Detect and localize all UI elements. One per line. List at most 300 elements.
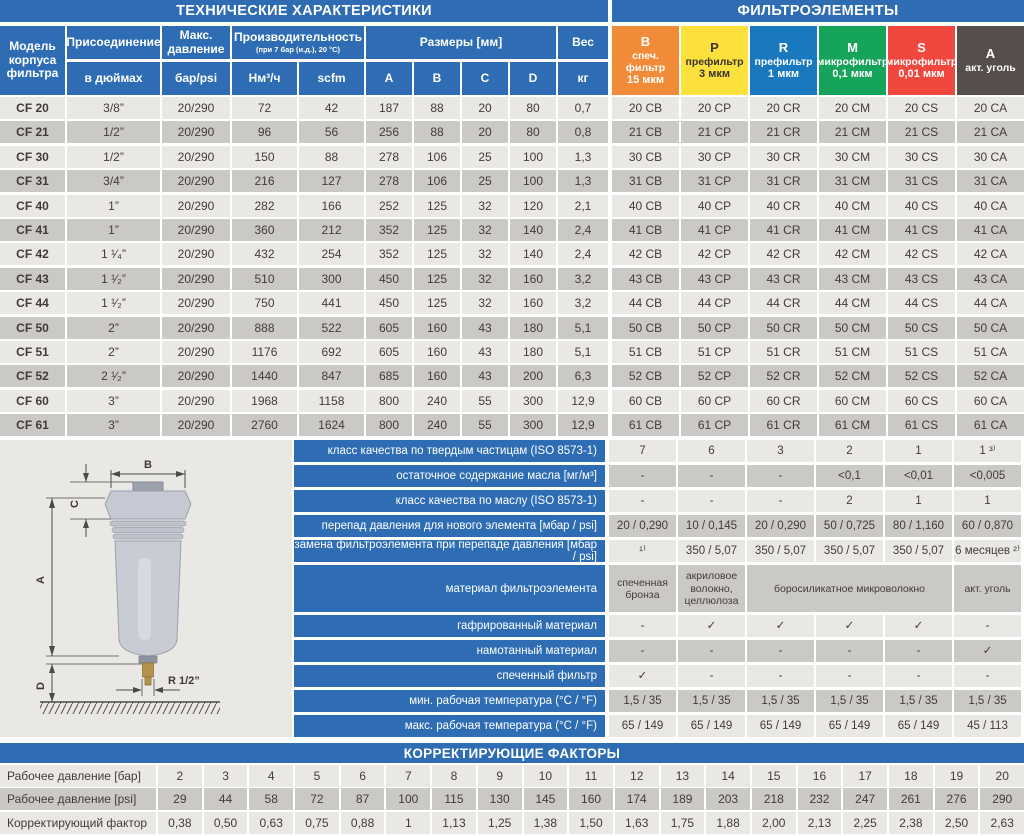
cell-element-r: 50 CR [750,317,817,339]
correction-label-psi: Рабочее давление [psi] [0,788,156,810]
cell-dim-b: 88 [414,121,460,143]
section-title-technical: ТЕХНИЧЕСКИЕ ХАРАКТЕРИСТИКИ [0,0,608,22]
cell-scfm: 1158 [299,390,364,412]
spec-row [294,465,1024,487]
spec-row-label: материал фильтроэлемента [294,565,605,612]
cell-model: CF 60 [0,390,65,412]
cell-dim-b: 88 [414,97,460,119]
top-port [133,482,163,491]
correction-value: 19 [935,765,979,787]
cell-element-r: 44 CR [750,292,817,314]
cell-scfm: 254 [299,243,364,265]
correction-value: 1,88 [706,812,750,834]
col-filter-b [612,26,679,95]
correction-values-factor [158,812,1024,834]
correction-value: 7 [386,765,430,787]
cell-element-a: 20 CA [957,97,1024,119]
table-row [0,390,1024,412]
cell-element-m: 20 CM [819,97,886,119]
spec-value-r: - [747,640,814,662]
cell-element-b: 30 CB [612,146,679,168]
cell-element-m: 61 CM [819,414,886,436]
model-table-body [0,97,1024,436]
title-bands [0,0,1024,22]
cell-pressure: 20/290 [162,170,230,192]
cell-dim-a: 800 [366,414,412,436]
filter-p-micron: 3 мкм [699,67,730,80]
spec-value-a: 1 [954,490,1021,512]
spec-row-label: гафрированный материал [294,615,605,637]
cell-element-s: 51 CS [888,341,955,363]
spec-value-r: - [747,490,814,512]
cell-element-a: 60 CA [957,390,1024,412]
cell-element-s: 20 CS [888,97,955,119]
cell-connection: 3” [67,414,160,436]
correction-value: 1,75 [661,812,705,834]
dim-label-a: A [35,576,47,585]
col-weight: Вес [558,26,608,59]
cell-dim-c: 32 [462,195,508,217]
cell-dim-c: 20 [462,97,508,119]
cell-nm3h: 2760 [232,414,297,436]
cell-element-s: 44 CS [888,292,955,314]
cell-weight: 0,8 [558,121,608,143]
col-weight-unit: кг [558,62,608,95]
spec-value-a: ✓ [954,640,1021,662]
cell-element-r: 51 CR [750,341,817,363]
cell-scfm: 212 [299,219,364,241]
cell-element-p: 50 CP [681,317,748,339]
correction-value: 130 [478,788,522,810]
correction-value: 218 [752,788,796,810]
spec-row-label: класс качества по маслу (ISO 8573-1) [294,490,605,512]
cell-dim-d: 100 [510,146,556,168]
cell-dim-d: 80 [510,97,556,119]
cell-weight: 2,4 [558,243,608,265]
correction-value: 5 [295,765,339,787]
spec-row-label: перепад давления для нового элемента [мбар / psi] [294,515,605,537]
cell-model: CF 43 [0,268,65,290]
spec-value-m: ✓ [816,615,883,637]
spec-value-r: 3 [747,440,814,462]
col-dimensions: Размеры [мм] [366,26,556,59]
correction-value: 29 [158,788,202,810]
spec-value-b: 7 [609,440,676,462]
correction-value: 160 [569,788,613,810]
correction-values-bar [158,765,1024,787]
spec-row-label: макс. рабочая температура (°C / °F) [294,715,605,737]
spec-row [294,665,1024,687]
spec-value-p: 65 / 149 [678,715,745,737]
cell-pressure: 20/290 [162,365,230,387]
cell-connection: 2” [67,341,160,363]
cell-weight: 0,7 [558,97,608,119]
col-weight-group [558,26,608,95]
spec-row [294,640,1024,662]
cell-element-p: 61 CP [681,414,748,436]
col-dim-c: C [462,62,508,95]
cell-scfm: 847 [299,365,364,387]
cell-element-p: 52 CP [681,365,748,387]
cell-pressure: 20/290 [162,390,230,412]
correction-value: 20 [980,765,1024,787]
cell-element-p: 31 CP [681,170,748,192]
cell-scfm: 441 [299,292,364,314]
spec-row [294,540,1024,562]
col-connection-group [67,26,160,95]
cell-dim-a: 605 [366,341,412,363]
correction-value: 1 [386,812,430,834]
cell-dim-c: 43 [462,317,508,339]
cell-element-p: 43 CP [681,268,748,290]
cell-pressure: 20/290 [162,219,230,241]
cell-element-r: 21 CR [750,121,817,143]
correction-value: 17 [843,765,887,787]
correction-value: 145 [524,788,568,810]
cell-pressure: 20/290 [162,195,230,217]
cell-dim-b: 106 [414,146,460,168]
cell-nm3h: 888 [232,317,297,339]
cell-dim-a: 685 [366,365,412,387]
correction-value: 203 [706,788,750,810]
filter-b-type: спеч. фильтр [625,49,666,74]
material-value-b: спеченная бронза [609,565,676,612]
correction-value: 1,63 [615,812,659,834]
correction-value: 14 [706,765,750,787]
correction-value: 2,63 [980,812,1024,834]
cell-model: CF 40 [0,195,65,217]
spec-value-p: - [678,490,745,512]
cell-element-m: 41 CM [819,219,886,241]
cell-element-a: 43 CA [957,268,1024,290]
drain-valve [143,663,154,677]
correction-value: 174 [615,788,659,810]
table-row [0,268,1024,290]
correction-value: 11 [569,765,613,787]
correction-value: 8 [432,765,476,787]
correction-row-bar [0,765,1024,787]
cell-model: CF 41 [0,219,65,241]
col-capacity [232,26,364,59]
cell-element-a: 21 CA [957,121,1024,143]
correction-value: 261 [889,788,933,810]
spec-value-m: <0,1 [816,465,883,487]
cell-connection: 3” [67,390,160,412]
cell-pressure: 20/290 [162,268,230,290]
spec-row [294,690,1024,712]
filter-a-code: A [985,46,996,61]
spec-value-a: - [954,615,1021,637]
col-filter-r [750,26,817,95]
table-row [0,97,1024,119]
spec-value-r: 20 / 0,290 [747,515,814,537]
spec-value-a: - [954,665,1021,687]
spec-value-s: - [885,665,952,687]
cell-connection: 3/4” [67,170,160,192]
cell-element-b: 51 CB [612,341,679,363]
spec-value-b: - [609,615,676,637]
cell-dim-d: 140 [510,219,556,241]
cell-connection: 1 ¹⁄₂” [67,268,160,290]
cell-nm3h: 282 [232,195,297,217]
cell-element-b: 50 CB [612,317,679,339]
spec-row-material [294,565,1024,612]
spec-value-m: - [816,665,883,687]
correction-row-psi [0,788,1024,810]
drain-ring [139,656,157,663]
correction-row-factor [0,812,1024,834]
cell-dim-a: 278 [366,146,412,168]
cell-element-r: 52 CR [750,365,817,387]
spec-value-a: 6 месяцев ²⁾ [954,540,1021,562]
spec-value-a: <0,005 [954,465,1021,487]
cell-element-a: 50 CA [957,317,1024,339]
spec-value-p: 1,5 / 35 [678,690,745,712]
cell-element-b: 60 CB [612,390,679,412]
correction-value: 18 [889,765,933,787]
cell-element-m: 42 CM [819,243,886,265]
correction-value: 2,25 [843,812,887,834]
cell-element-b: 21 CB [612,121,679,143]
correction-value: 15 [752,765,796,787]
col-filter-s [885,26,958,95]
correction-value: 100 [386,788,430,810]
correction-value: 12 [615,765,659,787]
cell-scfm: 56 [299,121,364,143]
col-pressure: Макс. давление [162,26,230,59]
cell-connection: 3/8” [67,97,160,119]
filter-b-code: B [640,33,651,49]
cell-element-r: 30 CR [750,146,817,168]
table-row [0,292,1024,314]
cell-dim-a: 352 [366,219,412,241]
spec-row-label: спеченный фильтр [294,665,605,687]
cell-pressure: 20/290 [162,292,230,314]
cell-connection: 1 ¹⁄₄” [67,243,160,265]
cell-dim-c: 55 [462,390,508,412]
table-row [0,341,1024,363]
col-pressure-group [162,26,230,95]
cell-scfm: 42 [299,97,364,119]
spec-value-b: - [609,640,676,662]
cell-nm3h: 96 [232,121,297,143]
cell-weight: 3,2 [558,268,608,290]
cell-element-r: 31 CR [750,170,817,192]
table-row [0,414,1024,436]
correction-value: 58 [249,788,293,810]
spec-row-label: остаточное содержание масла [мг/м³] [294,465,605,487]
cell-element-b: 40 CB [612,195,679,217]
cell-element-s: 52 CS [888,365,955,387]
cell-element-r: 61 CR [750,414,817,436]
correction-value: 290 [980,788,1024,810]
cell-element-r: 20 CR [750,97,817,119]
correction-value: 0,38 [158,812,202,834]
filter-m-micron: 0,1 мкм [832,67,873,80]
col-filter-p [681,26,748,95]
cell-element-p: 20 CP [681,97,748,119]
col-dim-b: B [414,62,460,95]
correction-value: 247 [843,788,887,810]
correction-value: 2 [158,765,202,787]
spec-value-r: - [747,665,814,687]
correction-value: 0,75 [295,812,339,834]
spec-value-p: 350 / 5,07 [678,540,745,562]
cell-dim-d: 120 [510,195,556,217]
material-value-rms: боросиликатное микроволокно [747,565,952,612]
cell-element-s: 60 CS [888,390,955,412]
cell-connection: 1/2” [67,146,160,168]
cell-pressure: 20/290 [162,97,230,119]
ground-hatch [40,702,220,714]
table-header [0,26,1024,95]
filter-r-micron: 1 мкм [768,67,799,80]
cell-element-b: 41 CB [612,219,679,241]
cell-weight: 12,9 [558,390,608,412]
correction-value: 3 [204,765,248,787]
table-row [0,243,1024,265]
cell-nm3h: 1176 [232,341,297,363]
cell-element-r: 41 CR [750,219,817,241]
cell-element-a: 52 CA [957,365,1024,387]
cell-element-b: 20 CB [612,97,679,119]
cell-weight: 5,1 [558,341,608,363]
cell-element-p: 21 CP [681,121,748,143]
cell-dim-b: 160 [414,317,460,339]
material-value-p: акриловое волокно, целлюлоза [678,565,745,612]
spec-value-p: 6 [678,440,745,462]
cell-weight: 1,3 [558,146,608,168]
cell-dim-a: 187 [366,97,412,119]
spec-row-label: класс качества по твердым частицам (ISO 8573-1) [294,440,605,462]
filter-r-code: R [778,39,789,55]
cell-element-b: 31 CB [612,170,679,192]
cell-nm3h: 360 [232,219,297,241]
cell-connection: 1 ¹⁄₂” [67,292,160,314]
filter-housing-illustration [0,440,292,737]
correction-value: 232 [798,788,842,810]
spec-value-b: 20 / 0,290 [609,515,676,537]
table-row [0,121,1024,143]
cell-model: CF 50 [0,317,65,339]
table-row [0,219,1024,241]
filter-dimension-drawing [0,440,292,737]
cell-element-s: 31 CS [888,170,955,192]
spec-table [294,440,1024,740]
spec-value-r: 1,5 / 35 [747,690,814,712]
filter-p-type: префильтр [685,55,744,68]
table-row [0,170,1024,192]
cell-element-m: 40 CM [819,195,886,217]
dim-label-c: C [69,500,81,509]
spec-value-s: 80 / 1,160 [885,515,952,537]
col-filter-m [816,26,889,95]
col-dim-d: D [510,62,556,95]
filter-s-micron: 0,01 мкм [898,67,945,80]
cell-weight: 3,2 [558,292,608,314]
cell-weight: 1,3 [558,170,608,192]
cell-scfm: 300 [299,268,364,290]
cell-pressure: 20/290 [162,146,230,168]
spec-value-b: 1,5 / 35 [609,690,676,712]
col-capacity-title: Производительность [234,29,362,44]
cell-model: CF 44 [0,292,65,314]
spec-value-r: - [747,465,814,487]
col-model: Модель корпуса фильтра [0,26,65,95]
correction-value: 13 [661,765,705,787]
cell-element-m: 31 CM [819,170,886,192]
cell-model: CF 51 [0,341,65,363]
cell-dim-c: 32 [462,292,508,314]
cell-scfm: 127 [299,170,364,192]
correction-value: 2,38 [889,812,933,834]
cell-weight: 6,3 [558,365,608,387]
col-dimension-units [366,62,556,95]
cell-model: CF 31 [0,170,65,192]
cell-dim-a: 252 [366,195,412,217]
cell-model: CF 42 [0,243,65,265]
correction-value: 1,13 [432,812,476,834]
cell-dim-a: 256 [366,121,412,143]
cell-weight: 2,4 [558,219,608,241]
table-row [0,146,1024,168]
middle-section [0,440,1024,740]
cell-dim-a: 278 [366,170,412,192]
cell-dim-c: 20 [462,121,508,143]
col-dim-a: A [366,62,412,95]
col-capacity-group [232,26,364,95]
col-capacity-nm3h: Нм³/ч [232,62,297,95]
cell-weight: 5,1 [558,317,608,339]
spec-value-b: ¹⁾ [609,540,676,562]
spec-row [294,490,1024,512]
cell-element-b: 52 CB [612,365,679,387]
spec-value-p: - [678,665,745,687]
spec-value-a: 60 / 0,870 [954,515,1021,537]
cell-dim-b: 125 [414,195,460,217]
cell-scfm: 88 [299,146,364,168]
filter-p-code: P [710,39,719,55]
cell-weight: 12,9 [558,414,608,436]
cell-nm3h: 1440 [232,365,297,387]
spec-value-s: ✓ [885,615,952,637]
correction-value: 2,50 [935,812,979,834]
cell-scfm: 166 [299,195,364,217]
spec-value-s: 1 [885,490,952,512]
spec-value-r: 350 / 5,07 [747,540,814,562]
spec-value-m: 2 [816,440,883,462]
cell-connection: 2 ¹⁄₂” [67,365,160,387]
cell-dim-c: 55 [462,414,508,436]
cell-dim-d: 180 [510,341,556,363]
cell-element-a: 31 CA [957,170,1024,192]
spec-value-a: 45 / 113 [954,715,1021,737]
spec-value-s: 1,5 / 35 [885,690,952,712]
cell-element-r: 40 CR [750,195,817,217]
cell-element-m: 51 CM [819,341,886,363]
cell-element-m: 21 CM [819,121,886,143]
cell-dim-c: 25 [462,146,508,168]
table-row [0,195,1024,217]
correction-value: 16 [798,765,842,787]
cell-element-s: 40 CS [888,195,955,217]
correction-label-bar: Рабочее давление [бар] [0,765,156,787]
correction-value: 0,63 [249,812,293,834]
col-capacity-note: (при 7 бар (и.д.), 20 °C) [255,44,341,54]
cell-element-r: 42 CR [750,243,817,265]
cell-element-b: 42 CB [612,243,679,265]
col-dimensions-group [366,26,556,95]
